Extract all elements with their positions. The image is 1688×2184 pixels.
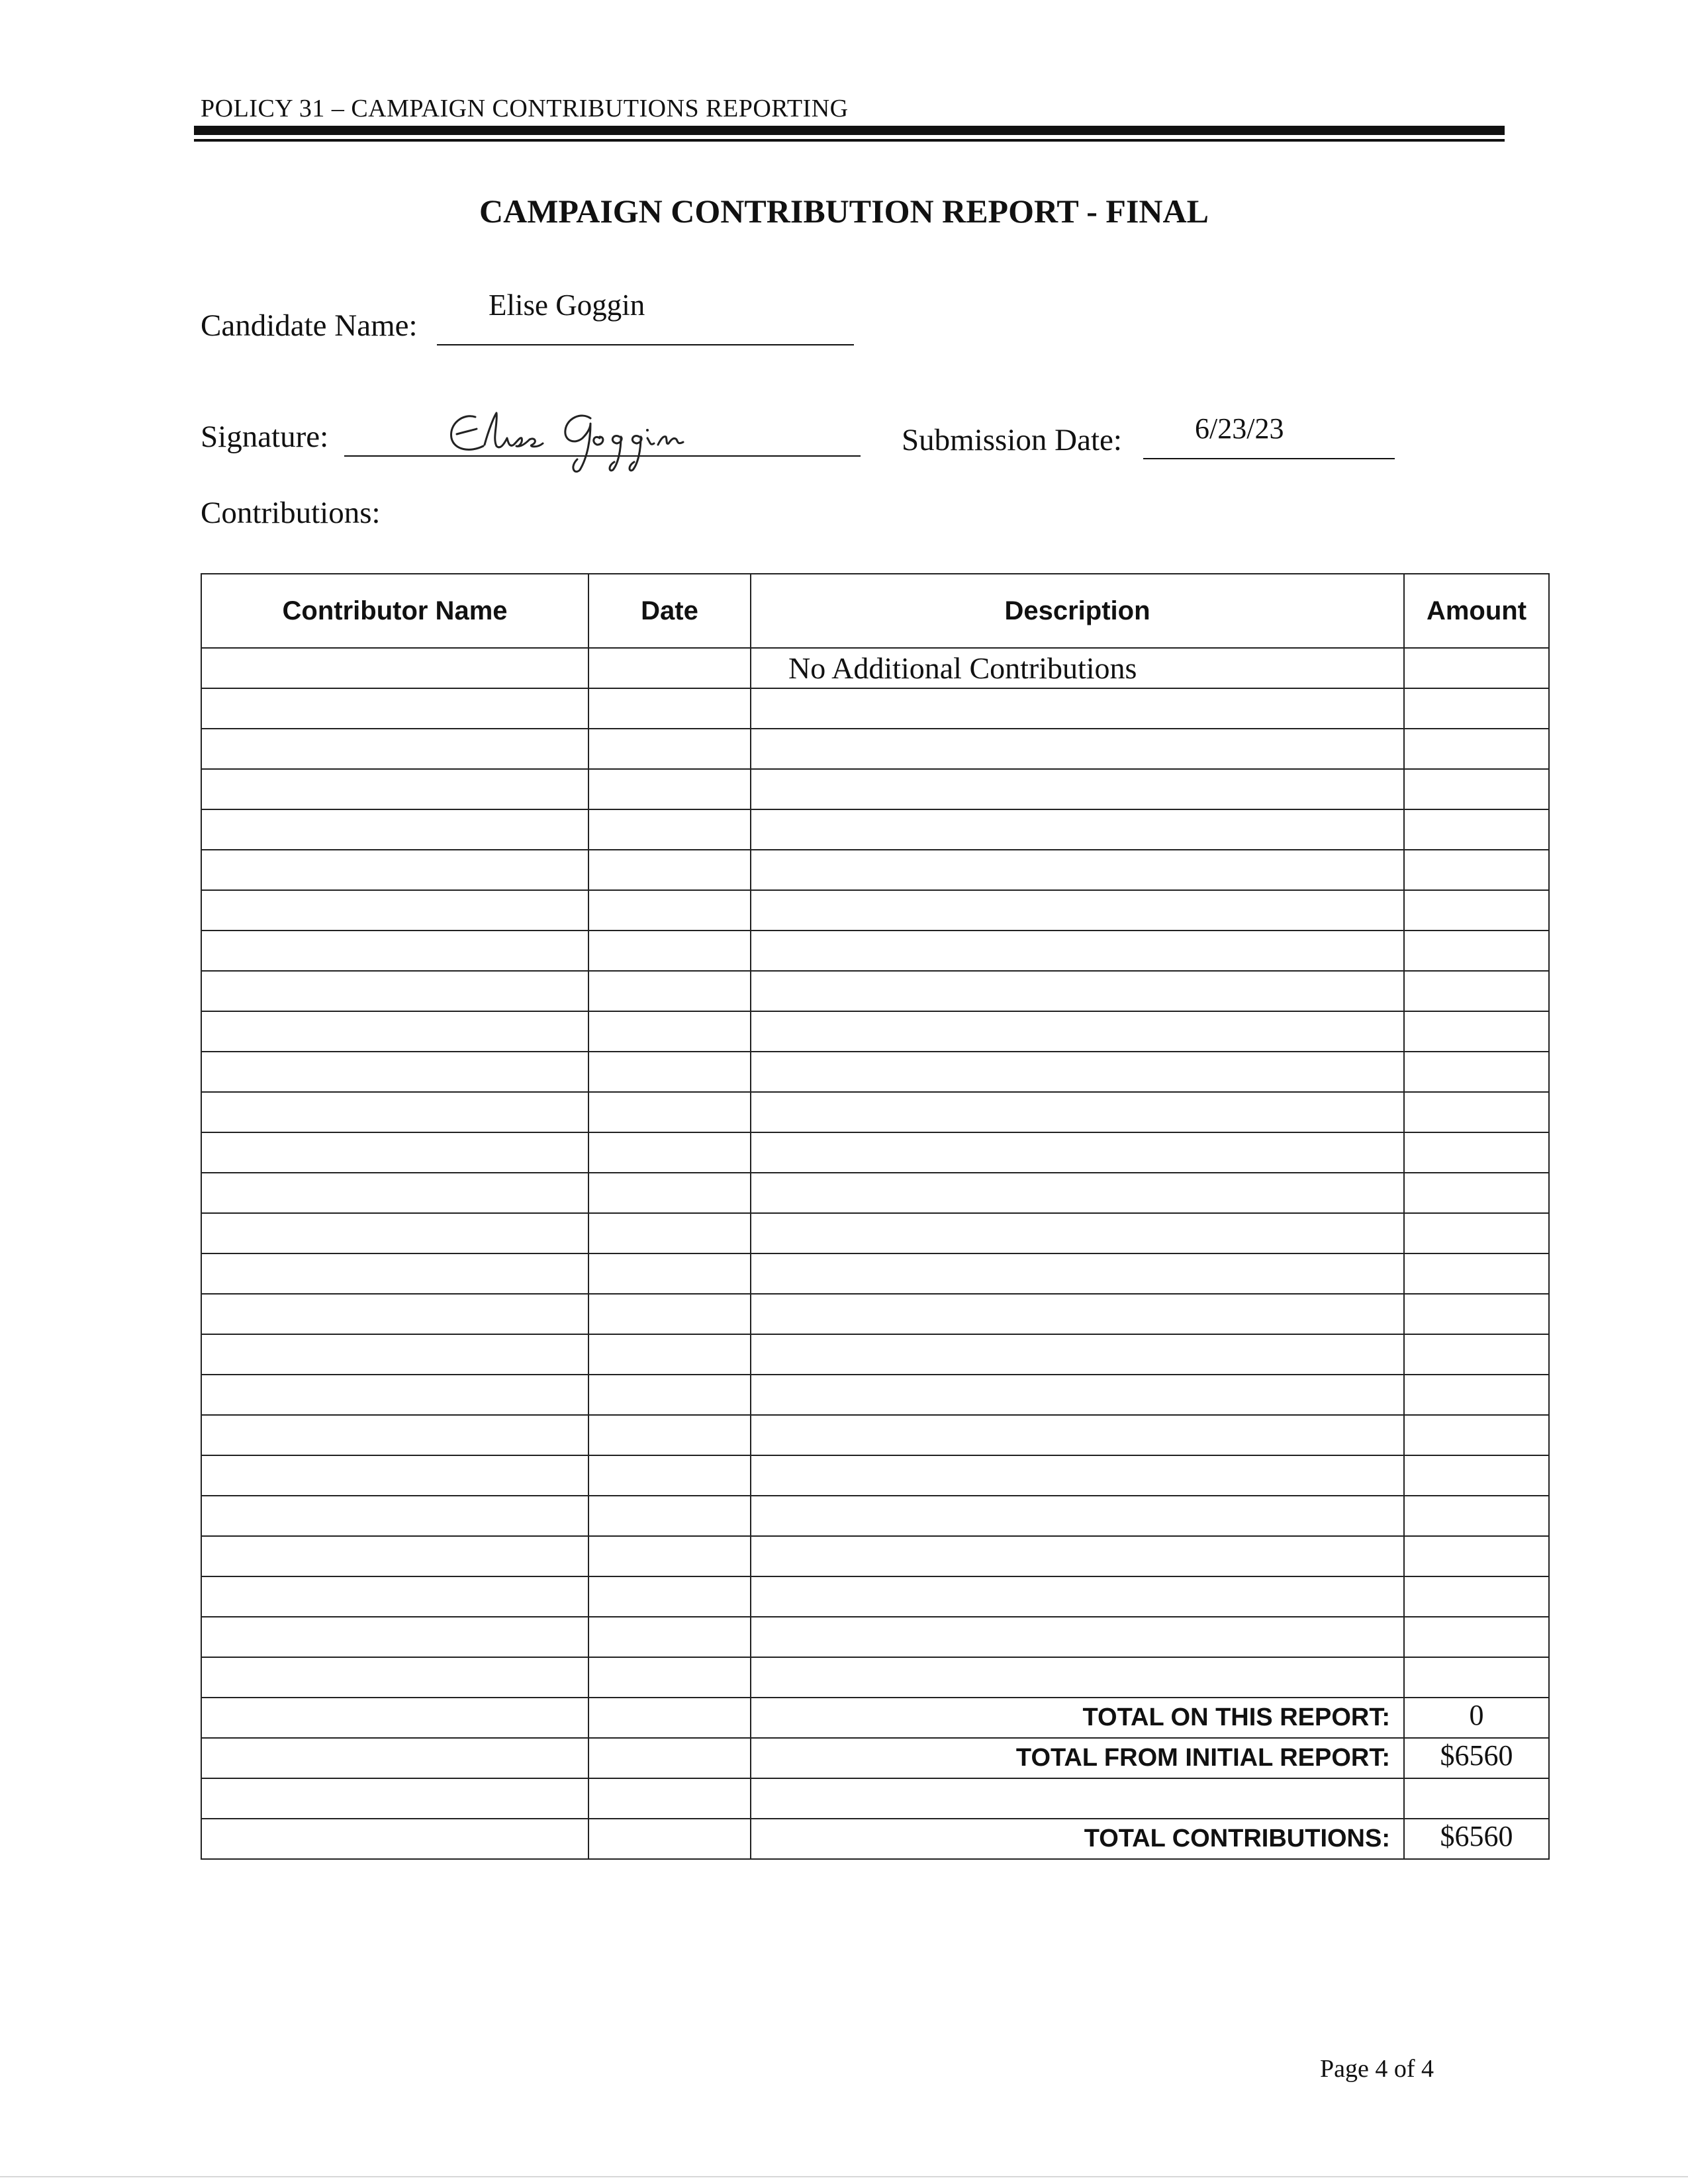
cell-date [588,1657,751,1698]
cell-name [201,1052,588,1092]
table-row [201,1294,1549,1334]
table-row [201,1657,1549,1698]
scan-edge [0,2176,1688,2177]
total-initial-report-row [201,1738,1549,1778]
table-header-row [201,574,1549,648]
cell-name [201,1738,588,1778]
cell-amount [1404,1455,1549,1496]
cell-name [201,1375,588,1415]
cell-date [588,1253,751,1294]
table-row [201,648,1549,688]
cell-description [751,1253,1404,1294]
cell-date [588,1738,751,1778]
total-initial-report-row-value: $6560 [1404,1738,1549,1778]
cell-name [201,1334,588,1375]
cell-name [201,1698,588,1738]
cell-amount [1404,1778,1549,1819]
total-this-report-row-label: TOTAL ON THIS REPORT: [751,1698,1404,1738]
cell-name [201,1455,588,1496]
table-row [201,1334,1549,1375]
policy-header: POLICY 31 – CAMPAIGN CONTRIBUTIONS REPORTING [201,95,849,122]
cell-amount [1404,1657,1549,1698]
cell-name [201,890,588,931]
cell-amount [1404,1052,1549,1092]
cell-name [201,1253,588,1294]
table-row [201,1092,1549,1132]
cell-name [201,1173,588,1213]
cell-name [201,1011,588,1052]
candidate-name-label: Candidate Name: [201,308,418,343]
total-this-report-row-value: 0 [1404,1698,1549,1738]
table-row [201,931,1549,971]
cell-date [588,769,751,809]
cell-date [588,809,751,850]
table-row [201,1375,1549,1415]
cell-name [201,1536,588,1576]
cell-date [588,1536,751,1576]
cell-date [588,1132,751,1173]
cell-description: No Additional Contributions [751,648,1404,688]
table-row [201,890,1549,931]
cell-description [751,1173,1404,1213]
total-initial-report-row-label: TOTAL FROM INITIAL REPORT: [751,1738,1404,1778]
cell-description [751,1415,1404,1455]
total-contributions-row-value: $6560 [1404,1819,1549,1859]
table-row [201,1576,1549,1617]
cell-amount [1404,931,1549,971]
total-contributions-row [201,1819,1549,1859]
header-rule-thin [194,139,1505,142]
cell-description [751,850,1404,890]
cell-amount [1404,1375,1549,1415]
cell-description [751,809,1404,850]
table-row [201,1415,1549,1455]
cell-name [201,1819,588,1859]
cell-description [751,1213,1404,1253]
cell-date [588,1375,751,1415]
cell-amount [1404,809,1549,850]
handwritten-signature [444,404,722,480]
cell-date [588,1415,751,1455]
table-row [201,1052,1549,1092]
cell-name [201,931,588,971]
cell-date [588,931,751,971]
cell-name [201,809,588,850]
cell-description [751,1617,1404,1657]
cell-name [201,648,588,688]
submission-date-line [1143,458,1395,459]
page-number: Page 4 of 4 [1320,2055,1434,2083]
total-contributions-row-label: TOTAL CONTRIBUTIONS: [751,1819,1404,1859]
header-contributor-name: Contributor Name [201,574,588,648]
cell-amount [1404,729,1549,769]
cell-amount [1404,1173,1549,1213]
cell-amount [1404,1011,1549,1052]
cell-description [751,971,1404,1011]
cell-date [588,1576,751,1617]
cell-description [751,1132,1404,1173]
cell-description [751,1657,1404,1698]
cell-name [201,1294,588,1334]
cell-name [201,1415,588,1455]
cell-amount [1404,769,1549,809]
cell-description [751,688,1404,729]
cell-date [588,1052,751,1092]
cell-description [751,1778,1404,1819]
cell-date [588,1173,751,1213]
table-row [201,1173,1549,1213]
table-row [201,1536,1549,1576]
cell-name [201,850,588,890]
table-row [201,1617,1549,1657]
cell-amount [1404,1294,1549,1334]
cell-amount [1404,1496,1549,1536]
cell-name [201,971,588,1011]
total-this-report-row [201,1698,1549,1738]
cell-date [588,1819,751,1859]
table-row [201,1496,1549,1536]
candidate-name-line [437,344,854,345]
cell-amount [1404,1132,1549,1173]
table-row [201,688,1549,729]
table-row [201,971,1549,1011]
cell-amount [1404,971,1549,1011]
cell-amount [1404,1576,1549,1617]
table-row [201,1213,1549,1253]
table-row [201,729,1549,769]
cell-description [751,1455,1404,1496]
table-row [201,1253,1549,1294]
cell-date [588,1294,751,1334]
cell-name [201,688,588,729]
submission-date-value: 6/23/23 [1195,412,1284,445]
cell-date [588,890,751,931]
cell-description [751,1092,1404,1132]
cell-description [751,1375,1404,1415]
report-title: CAMPAIGN CONTRIBUTION REPORT - FINAL [479,193,1209,230]
cell-amount [1404,688,1549,729]
table-row [201,809,1549,850]
cell-amount [1404,850,1549,890]
cell-date [588,1617,751,1657]
cell-date [588,1334,751,1375]
cell-amount [1404,1213,1549,1253]
cell-description [751,1334,1404,1375]
cell-description [751,769,1404,809]
cell-name [201,1132,588,1173]
contributions-label: Contributions: [201,496,381,530]
cell-date [588,850,751,890]
cell-date [588,971,751,1011]
table-row [201,1011,1549,1052]
cell-amount [1404,1092,1549,1132]
cell-name [201,1213,588,1253]
cell-description [751,1294,1404,1334]
cell-date [588,1011,751,1052]
table-row [201,1778,1549,1819]
cell-amount [1404,1253,1549,1294]
header-rule-thick [194,126,1505,135]
table-row [201,850,1549,890]
contributions-table [201,573,1550,1860]
table-row [201,1132,1549,1173]
cell-name [201,769,588,809]
cell-name [201,1778,588,1819]
candidate-name-value: Elise Goggin [489,289,645,322]
cell-amount [1404,1617,1549,1657]
cell-amount [1404,1536,1549,1576]
cell-date [588,729,751,769]
cell-date [588,1698,751,1738]
cell-name [201,1576,588,1617]
cell-name [201,1617,588,1657]
cell-date [588,648,751,688]
header-description: Description [751,574,1404,648]
cell-description [751,729,1404,769]
table-row [201,1455,1549,1496]
cell-amount [1404,1415,1549,1455]
cell-description [751,1011,1404,1052]
cell-description [751,1052,1404,1092]
cell-amount [1404,648,1549,688]
table-row [201,769,1549,809]
cell-amount [1404,1334,1549,1375]
submission-date-label: Submission Date: [902,423,1122,457]
cell-name [201,1092,588,1132]
cell-date [588,1213,751,1253]
cell-name [201,1657,588,1698]
cell-name [201,1496,588,1536]
header-amount: Amount [1404,574,1549,648]
cell-description [751,1576,1404,1617]
cell-date [588,1778,751,1819]
cell-description [751,890,1404,931]
cell-amount [1404,890,1549,931]
header-date: Date [588,574,751,648]
cell-description [751,1536,1404,1576]
cell-date [588,1092,751,1132]
signature-label: Signature: [201,420,329,454]
cell-date [588,1496,751,1536]
cell-description [751,931,1404,971]
cell-date [588,688,751,729]
cell-name [201,729,588,769]
cell-date [588,1455,751,1496]
cell-description [751,1496,1404,1536]
